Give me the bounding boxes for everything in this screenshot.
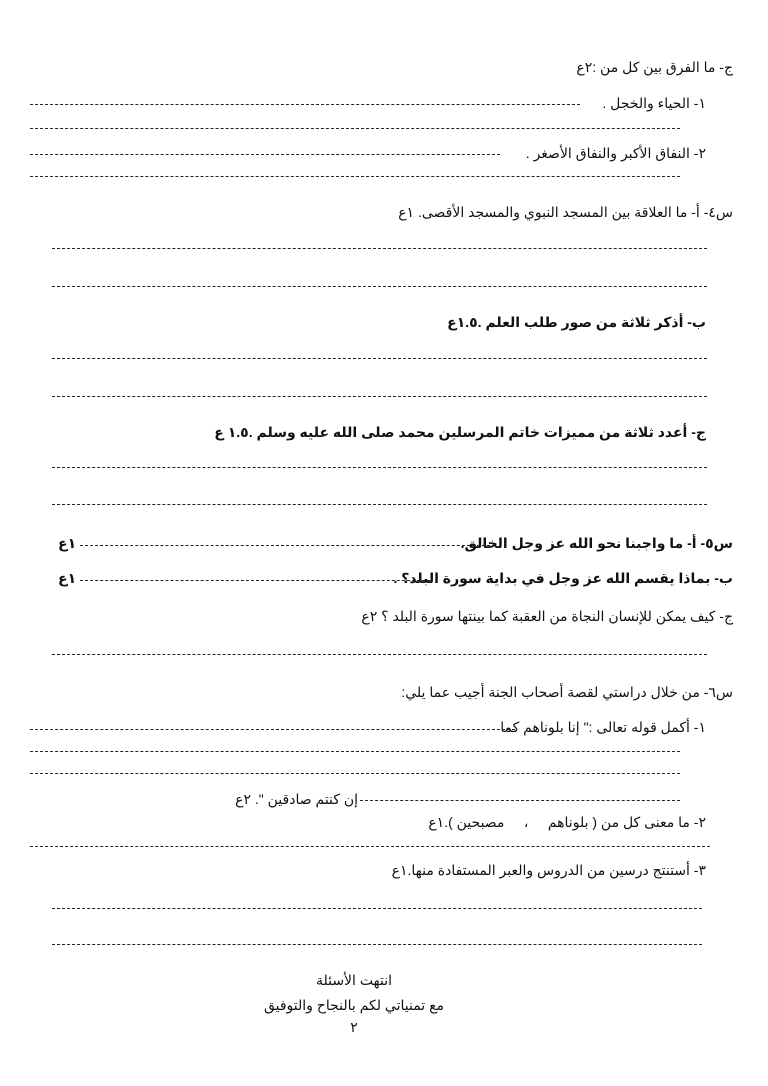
closing-wish: مع تمنياتي لكم بالنجاح والتوفيق [263,997,445,1013]
answer-line[interactable] [80,545,490,546]
answer-line[interactable] [30,773,680,774]
answer-line[interactable] [52,248,707,249]
question-4c: ج- أعدد ثلاثة من مميزات خاتم المرسلين محمد صلى الله عليه وسلم .١.٥ ع [214,424,706,440]
answer-line[interactable] [52,908,702,909]
answer-line[interactable] [52,504,707,505]
item-6-1: ١- أكمل قوله تعالى :" إنا بلوناهم كما [500,719,706,735]
answer-line[interactable] [30,128,680,129]
item-6-3: ٣- أستنتج درسين من الدروس والعبر المستفادة منها.١ع [391,862,706,878]
item-6-1-end: إن كنتم صادقين ". ٢ع [235,791,358,807]
answer-line[interactable] [80,580,430,581]
answer-line[interactable] [30,729,515,730]
question-5b: ب- بماذا يقسم الله عز وجل في بداية سورة البلد؟ . [393,570,733,586]
answer-line[interactable] [52,358,707,359]
mark-5b: ١ع [58,570,77,586]
item-2-nifaq: ٢- النفاق الأكبر والنفاق الأصغر . [525,145,706,161]
answer-line[interactable] [52,467,707,468]
question-4b: ب- أذكر ثلاثة من صور طلب العلم .١.٥ع [447,314,706,330]
answer-line[interactable] [30,846,710,847]
question-c-difference: ج- ما الفرق بين كل من :٢ع [576,59,733,75]
end-of-questions: انتهت الأسئلة [315,972,393,988]
question-6: س٦- من خلال دراستي لقصة أصحاب الجنة أجيب عما يلي: [401,684,733,700]
answer-line[interactable] [360,800,680,801]
answer-line[interactable] [30,104,580,105]
item-6-2: ٢- ما معنى كل من ( بلوناهم ، مصبحين ).١ع [428,814,706,830]
mark-5a: ١ع [58,535,77,551]
question-5c: ج- كيف يمكن للإنسان النجاة من العقبة كما بينتها سورة البلد ؟ ٢ع [361,608,733,624]
answer-line[interactable] [52,944,702,945]
item-1-haya: ١- الحياء والخجل . [602,95,706,111]
answer-line[interactable] [52,654,707,655]
answer-line[interactable] [52,286,707,287]
answer-line[interactable] [30,154,500,155]
answer-line[interactable] [30,751,680,752]
question-4a: س٤- أ- ما العلاقة بين المسجد النبوي والمسجد الأقصى. ١ع [398,204,733,220]
page-number: ٢ [350,1019,358,1035]
question-5a: س٥- أ- ما واجبنا نحو الله عز وجل الخالق. [460,535,733,551]
answer-line[interactable] [52,396,707,397]
answer-line[interactable] [30,176,680,177]
